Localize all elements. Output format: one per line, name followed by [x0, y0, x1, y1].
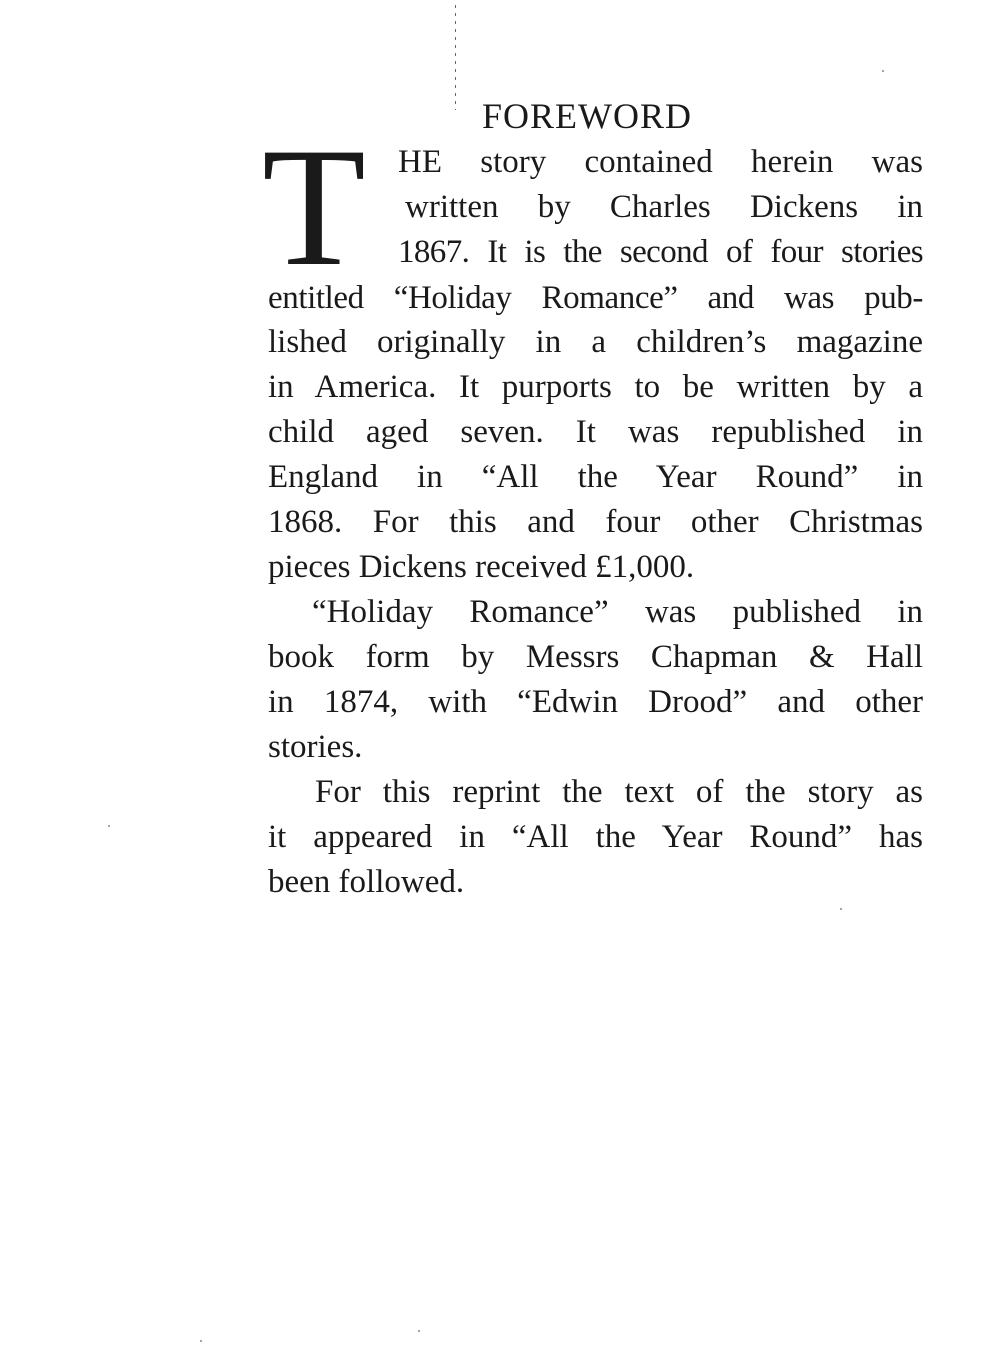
text-line: 1868. For this and four other Christmas — [268, 504, 923, 540]
page-title: FOREWORD — [482, 96, 693, 136]
text-line: 1867. It is the second of four stories — [398, 234, 923, 270]
text-line: pieces Dickens received £1,000. — [268, 549, 695, 585]
text-line: written by Charles Dickens in — [405, 189, 923, 225]
text-line: “Holiday Romance” was published in — [312, 594, 923, 630]
text-line: lished originally in a children’s magazine — [268, 324, 923, 360]
text-line: in America. It purports to be written by a — [268, 369, 923, 405]
text-line: entitled “Holiday Romance” and was pub- — [268, 280, 923, 316]
text-line: stories. — [268, 729, 363, 765]
text-line: book form by Messrs Chapman & Hall — [268, 639, 923, 675]
text-line: England in “All the Year Round” in — [268, 459, 923, 495]
text-line: been followed. — [268, 864, 465, 900]
text-line: HE story contained herein was — [398, 144, 923, 180]
text-line: For this reprint the text of the story as — [315, 774, 923, 810]
text-line: in 1874, with “Edwin Drood” and other — [268, 684, 923, 720]
text-line: child aged seven. It was republished in — [268, 414, 923, 450]
scan-speck — [108, 825, 110, 827]
drop-cap: T — [262, 113, 366, 301]
scan-speck — [882, 70, 884, 72]
scan-speck — [840, 908, 842, 910]
scan-speck — [200, 1340, 202, 1342]
text-line: it appeared in “All the Year Round” has — [268, 819, 923, 855]
gutter-mark — [455, 5, 456, 110]
scan-speck — [418, 1330, 420, 1332]
